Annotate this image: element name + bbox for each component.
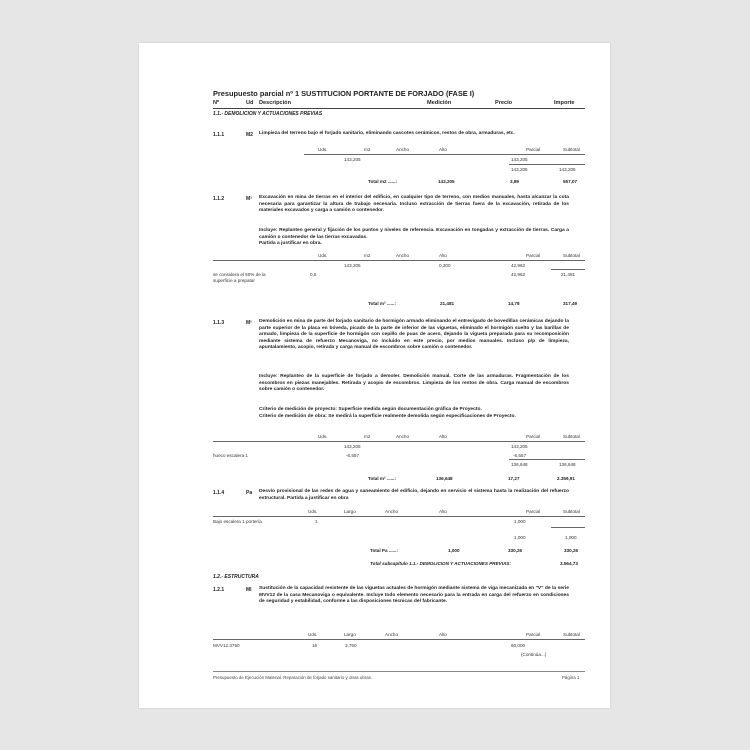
subcol-ancho: Ancho <box>396 434 410 439</box>
subcol-largo: Largo <box>344 509 356 514</box>
subchapter-total-label: Total subcapítulo 1.1.- DEMOLICION Y ACTUACIONES PREVIAS: <box>370 561 511 566</box>
total-precio: 330,26 <box>508 548 523 553</box>
subcol-parcial: Parcial <box>526 147 541 152</box>
total-medicion: 21,481 <box>440 301 455 306</box>
page-title: Presupuesto parcial nº 1 SUSTITUCION PORTANTE DE FORJADO (FASE I) <box>213 89 475 98</box>
row-divider <box>213 516 585 517</box>
total-importe: 2.359,91 <box>557 476 575 481</box>
item-description-criteria-obra: Criterio de medición de obra: Se medirá la superficie realmente demolida según especificaciones de Proyecto. <box>259 414 516 419</box>
subcol-ancho: Ancho <box>396 253 410 258</box>
item-number: 1.1.3 <box>213 320 225 326</box>
footer-divider <box>213 671 585 672</box>
subcol-alto: Alto <box>439 253 447 258</box>
cell-m2: 143,205 <box>344 157 361 162</box>
subcol-subtotal: Subtotal <box>563 253 580 258</box>
item-unit: M2 <box>246 132 253 138</box>
subcol-subtotal: Subtotal <box>563 632 580 637</box>
subcol-parcial: Parcial <box>526 253 541 258</box>
cell-parcial: 143,205 <box>511 157 528 162</box>
total-importe: 330,26 <box>564 548 579 553</box>
row-divider <box>213 260 585 261</box>
row-divider <box>509 459 585 460</box>
subcol-uds: Uds. <box>308 509 318 514</box>
total-label: Total m2 ......: <box>368 179 398 184</box>
subcol-alto: Alto <box>439 147 447 152</box>
col-header-medicion: Medición <box>427 100 452 106</box>
subcol-alto: Alto <box>439 434 447 439</box>
cell-parcial: 143,205 <box>511 444 528 449</box>
document-page <box>139 43 610 708</box>
subcol-m2: m2 <box>364 434 371 439</box>
cell-subtotal: 1,000 <box>565 535 577 540</box>
item-description-includes: Incluye: Replanteo de la superficie de forjado a demoler. Demolición manual. Corte de las armaduras. Fragmentación de los escombros en piezas manejables. Retirada y acopio de escombros. Limpieza de los restos de obra. Carga manual de escombros sobre camión o contenedor. <box>259 374 569 393</box>
cell-m2: -6,557 <box>346 453 360 458</box>
item-description-note: Partida a justificar en obra. <box>259 241 322 246</box>
subcol-parcial: Parcial <box>526 632 541 637</box>
total-importe: 317,49 <box>563 301 578 306</box>
section-heading: 1.2.- ESTRUCTURA <box>213 574 259 580</box>
item-description: Sustitución de la capacidad resistente de las viguetas actuales de hormigón mediante sistema de viga mecanizada en "V" de la serie MVV12 de la casa Mecanoviga o equivalente. Incluye todo elemento necesario para la entrada en carga del refuerzo en condiciones de seguridad y estabilidad, conforme a las disposiciones técnicas del fabricante. <box>259 586 569 605</box>
subchapter-total-value: 3.564,73 <box>560 561 578 566</box>
section-heading: 1.1.- DEMOLICION Y ACTUACIONES PREVIAS <box>213 111 323 117</box>
row-divider <box>509 164 585 165</box>
row-divider <box>213 441 585 442</box>
subcol-subtotal: Subtotal <box>563 434 580 439</box>
cell-parcial: 1,000 <box>514 519 526 524</box>
subcol-parcial: Parcial <box>526 509 541 514</box>
subcol-ancho: Ancho <box>385 632 399 637</box>
cell-uds: 1 <box>315 519 318 524</box>
cell-uds: 16 <box>312 643 318 648</box>
cell-subtotal: 136,648 <box>559 462 576 467</box>
col-header-precio: Precio <box>495 100 513 106</box>
cell-m2: 143,205 <box>344 444 361 449</box>
cell-largo: 3,750 <box>345 643 357 648</box>
item-number: 1.1.1 <box>213 132 225 138</box>
row-divider <box>551 269 585 270</box>
row-label: MVV12.3750 <box>213 643 240 648</box>
item-unit: M² <box>246 320 252 326</box>
total-label: Total Pa ......: <box>370 548 398 553</box>
total-medicion: 1,000 <box>448 548 460 553</box>
page-number: Página 1 <box>562 675 580 680</box>
subcol-m2: m2 <box>364 147 371 152</box>
total-medicion: 136,648 <box>436 476 453 481</box>
col-header-num: Nº <box>213 100 220 106</box>
cell-parcial: -6,557 <box>513 453 527 458</box>
subcol-largo: Largo <box>344 632 356 637</box>
col-header-importe: Importe <box>554 100 575 106</box>
continues-note: (Continúa...) <box>521 652 547 657</box>
cell-parcial: 42,962 <box>511 263 526 268</box>
cell-parcial: 42,962 <box>511 272 526 277</box>
total-label: Total m² ......: <box>368 476 396 481</box>
cell-parcial: 60,000 <box>511 643 526 648</box>
item-unit: M³ <box>246 196 252 202</box>
row-divider <box>213 639 585 640</box>
subcol-m2: m2 <box>364 253 371 258</box>
cell-subtotal: 21,481 <box>561 272 576 277</box>
subcol-uds: Uds. <box>318 434 328 439</box>
item-description-includes: Incluye: Replanteo general y fijación de los puntos y niveles de referencia. Excavación en tongadas y extracción de tierras. Carga a camión o contenedor de las tierras excavadas. <box>259 228 569 240</box>
col-header-ud: Ud <box>246 100 254 106</box>
subcol-ancho: Ancho <box>396 147 410 152</box>
item-description-criteria: Criterio de medición de proyecto: Superficie medida según documentación gráfica de Proyecto. <box>259 407 482 412</box>
row-divider <box>551 527 585 528</box>
cell-uds: 0,5 <box>310 272 317 277</box>
total-precio: 14,78 <box>508 301 520 306</box>
total-precio: 3,89 <box>510 179 519 184</box>
cell-alto: 0,300 <box>439 263 451 268</box>
total-importe: 557,07 <box>563 179 578 184</box>
cell-parcial: 1,000 <box>514 535 526 540</box>
row-label: Bajo escalera 1 portería <box>213 519 262 524</box>
subcol-alto: Alto <box>439 632 447 637</box>
cell-parcial: 136,648 <box>511 462 528 467</box>
subcol-parcial: Parcial <box>526 434 541 439</box>
row-label: hueco escalera 1 <box>213 453 248 458</box>
footer-text: Presupuesto de Ejecución Material. Reparación de forjado sanitario y otras obras. <box>213 675 373 680</box>
total-precio: 17,27 <box>508 476 520 481</box>
item-description: Desvío provisional de las redes de agua y saneamiento del edificio, dejando en servicio el sistema hasta la realización del refuerzo estructural. Partida a justificar en obra <box>259 489 569 501</box>
item-description: Excavación en mina de tierras en el interior del edificio, en cualquier tipo de terreno, con medios manuales, hasta alcanzar la cota necesaria para garantizar la altura de trabajo necesaria. Incluso extracción de tierras fuera de la excavación, retirada de los materiales excavados y carga a camión o contenedor. <box>259 195 569 214</box>
cell-m2: 143,205 <box>344 263 361 268</box>
item-description: Limpieza del terreno bajo el forjado sanitario, eliminando cascotes cerámicos, restos de obra, armaduras, etc. <box>259 131 515 136</box>
subcol-subtotal: Subtotal <box>563 147 580 152</box>
item-number: 1.2.1 <box>213 587 225 593</box>
subcol-alto: Alto <box>439 509 447 514</box>
total-medicion: 143,205 <box>438 179 455 184</box>
row-label: se considera el 50% de la superficie a prepatar <box>213 272 266 283</box>
subcol-uds: Uds. <box>318 253 328 258</box>
item-description: Demolición en mina de parte del forjado sanitario de hormigón armado eliminando el entrevigado de bovedillas cerámicas dejando la parte superior de la placa en bóveda, picado de la parte de inferior de las viguetas, eliminado el hormigón suelto y las barillas de armado, limpieza de la superficie de hormigón con cepillo de puas de acero, dejando la vigueta preparada para su recomposición mediante sistema de refuerzo Mecanoviga, no incluido en este precio, por medios manuales. Incluso p/p de limpieza, apuntalamiento, acopio, retirada y carga manual de escombros sobre camión o contenedor. <box>259 319 569 351</box>
item-unit: Ml <box>246 587 252 593</box>
subcol-uds: Uds. <box>308 632 318 637</box>
row-divider <box>304 154 585 155</box>
item-number: 1.1.4 <box>213 490 225 496</box>
total-label: Total m³ ......: <box>368 301 396 306</box>
item-unit: Pa <box>246 490 253 496</box>
cell-subtotal: 143,205 <box>559 167 576 172</box>
subcol-subtotal: Subtotal <box>563 509 580 514</box>
cell-parcial: 143,205 <box>511 167 528 172</box>
header-divider <box>213 108 585 109</box>
col-header-desc: Descripción <box>259 100 292 106</box>
subcol-ancho: Ancho <box>385 509 399 514</box>
subcol-uds: Uds. <box>318 147 328 152</box>
item-number: 1.1.2 <box>213 196 225 202</box>
